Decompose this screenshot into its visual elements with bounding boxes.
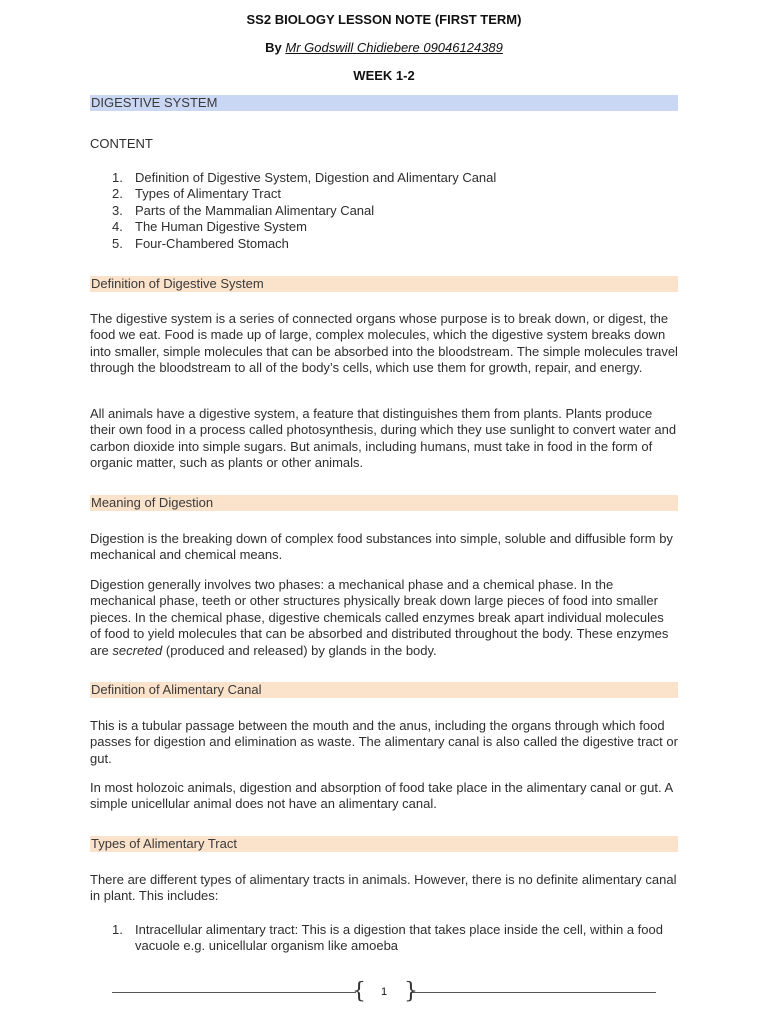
emphasis-text: secreted	[112, 642, 163, 658]
content-list-item	[90, 203, 678, 219]
author-line	[90, 40, 678, 55]
list-text: Four-Chambered Stomach	[135, 235, 289, 251]
section-heading-definition-digestive-system: Definition of Digestive System	[90, 276, 678, 292]
list-number: 3.	[112, 202, 123, 218]
paragraph: There are different types of alimentary tracts in animals. However, there is no definite alimentary canal in plant. This includes:	[90, 872, 677, 904]
list-number: 1.	[112, 170, 123, 185]
week-label: WEEK 1-2	[353, 68, 415, 83]
list-text: Definition of Digestive System, Digestion and Alimentary Canal	[135, 170, 497, 185]
section-heading-types-alimentary-tract: Types of Alimentary Tract	[90, 836, 678, 852]
page-number: 1	[380, 986, 388, 998]
types-list	[90, 922, 678, 955]
right-brace-icon: }	[404, 979, 418, 1004]
content-list-item	[90, 219, 678, 235]
content-label: CONTENT	[90, 136, 153, 151]
list-number: 5.	[112, 235, 123, 251]
author-name: Mr Godswill Chidiebere 09046124389	[285, 40, 503, 55]
section-heading-digestive-system: DIGESTIVE SYSTEM	[90, 95, 678, 111]
by-label: By	[265, 40, 282, 55]
footer-rule-right	[412, 992, 656, 993]
document-title: SS2 BIOLOGY LESSON NOTE (FIRST TERM)	[246, 12, 522, 27]
list-text: Intracellular alimentary tract: This is a digestion that takes place inside the cell, within a food vacuole e.g. unicellular organism like amoeba	[135, 922, 663, 954]
section-heading-meaning-digestion: Meaning of Digestion	[90, 495, 678, 511]
paragraph: The digestive system is a series of connected organs whose purpose is to break down, or digest, the food we eat. Food is made up of large, complex molecules, which the digestive system breaks down into smaller, simple molecules that can be absorbed into the bloodstream. The simple molecules travel through the bloodstream to all of the body’s cells, which use them for growth, repair, and energy.	[90, 311, 678, 376]
paragraph: All animals have a digestive system, a feature that distinguishes them from plants. Plants produce their own food in a process called photosynthesis, during which they use sunlight to convert water and carbon dioxide into simple sugars. But animals, including humans, must take in food in the form of organic matter, such as plants or other animals.	[90, 406, 677, 471]
left-brace-icon: {	[352, 979, 366, 1004]
list-text: Parts of the Mammalian Alimentary Canal	[135, 202, 375, 218]
paragraph-text: Digestion generally involves two phases: a mechanical phase and a chemical phase. In the mechanical phase, teeth or other structures physically break down large pieces of food into smaller pieces. In the chemical phase, digestive chemicals called enzymes break apart individual molecules of food to yield molecules that can be absorbed and distributed throughout the body. These enzymes are	[90, 577, 669, 658]
paragraph: Digestion is the breaking down of complex food substances into simple, soluble and diffusible form by mechanical and chemical means.	[90, 531, 673, 563]
list-number: 1.	[112, 922, 123, 937]
paragraph: This is a tubular passage between the mouth and the anus, including the organs through which food passes for digestion and elimination as waste. The alimentary canal is also called the digestive tract or gut.	[90, 718, 678, 766]
list-number: 2.	[112, 186, 123, 202]
content-list-item	[90, 236, 678, 252]
paragraph-text: (produced and released) by glands in the body.	[162, 642, 437, 658]
list-text: The Human Digestive System	[135, 219, 307, 235]
list-number: 4.	[112, 219, 123, 235]
content-list	[90, 170, 678, 252]
list-text: Types of Alimentary Tract	[135, 186, 281, 202]
types-list-item	[90, 922, 678, 955]
content-list-item	[90, 186, 678, 202]
paragraph	[90, 577, 678, 659]
footer-rule-left	[112, 992, 356, 993]
paragraph: In most holozoic animals, digestion and absorption of food take place in the alimentary canal or gut. A simple unicellular animal does not have an alimentary canal.	[90, 780, 673, 812]
content-list-item	[90, 170, 678, 186]
section-heading-definition-alimentary-canal: Definition of Alimentary Canal	[90, 682, 678, 698]
